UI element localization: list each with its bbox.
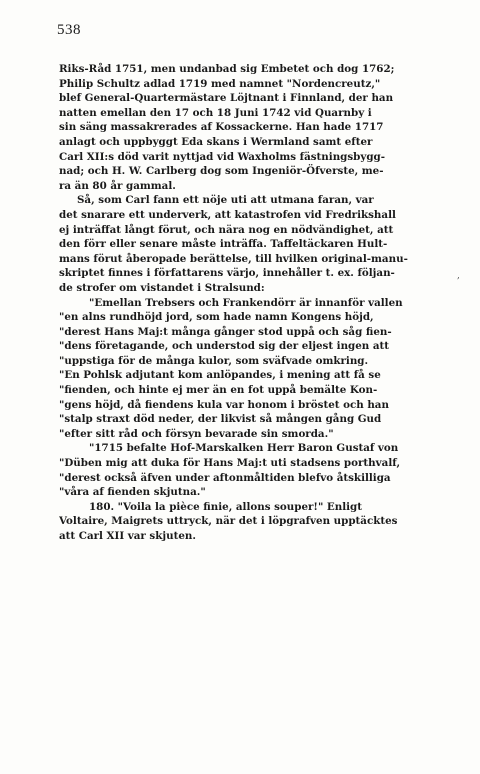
text-line: skriptet finnes i författarens värjo, innehåller t. ex. följan- [59,267,395,280]
quote-line: "uppstiga för de många kulor, som sväfvade omkring. [59,354,369,367]
text-line: de strofer om vistandet i Stralsund: [59,281,265,294]
text-line: Philip Schultz adlad 1719 med namnet "Nordencreutz," [59,77,381,90]
text-line: sin säng massakrerades af Kossackerne. Han hade 1717 [59,121,384,134]
quote-line: "gens höjd, då fiendens kula var honom i bröstet och han [59,398,389,411]
quote-line: "stalp straxt död neder, der likvist så mången gång Gud [59,413,382,426]
text-line: ra än 80 år gammal. [59,179,176,192]
quote-line: "En Pohlsk adjutant kom anlöpandes, i mening att få se [59,369,381,382]
quote-line: "våra af fienden skjutna." [59,486,206,499]
quote-line: "Emellan Trebsers och Frankendörr är innanför vallen [89,296,403,309]
text-line: den förr eller senare måste inträffa. Taffeltäckaren Hult- [59,238,388,251]
text-line: Riks-Råd 1751, men undanbad sig Embetet och dog 1762; [59,63,395,75]
quote-line: "derest Hans Maj:t många gånger stod uppå och såg fien- [59,325,392,338]
quote-line: "1715 befalte Hof-Marskalken Herr Baron Gustaf von [89,442,399,455]
text-line: nad; och H. W. Carlberg dog som Ingeniör-Öfverste, me- [59,165,384,178]
footnote-line: att Carl XII var skjuten. [59,530,196,542]
text-block [59,62,431,544]
text-line: blef General-Quartermästare Löjtnant i Finnland, der han [59,92,394,105]
text-line: mans förut åberopade berättelse, till hvilken original-manu- [59,252,408,265]
quote-line: "dens företagande, och understod sig der eljest ingen att [59,340,390,353]
quote-line: "Düben mig att duka för Hans Maj:t uti stadsens porthvalf, [59,457,401,470]
margin-mark: , [457,271,460,281]
footnote-line: 180. "Voila la pièce finie, allons souper!" Enligt [89,500,363,513]
quote-line: "efter sitt råd och försyn bevarade sin smorda." [59,427,334,440]
quote-line: "en alns rundhöjd jord, som hade namn Kongens höjd, [59,311,374,324]
text-line: anlagt och uppbyggt Eda skans i Wermland samt efter [59,135,373,148]
footnote-line: Voltaire, Maigrets uttryck, när det i löpgrafven upptäcktes [59,515,398,528]
text-line: Carl XII:s död varit nyttjad vid Waxholms fästningsbygg- [59,150,386,163]
text-line: Så, som Carl fann ett nöje uti att utmana faran, var [77,194,374,207]
quote-line: "derest också äfven under aftonmåltiden blefvo åtskilliga [59,471,391,484]
quote-line: "fienden, och hinte ej mer än en fot uppå bemälte Kon- [59,384,378,397]
text-line: ej inträffat långt förut, och nära nog en nödvändighet, att [59,223,394,236]
text-line: natten emellan den 17 och 18 Juni 1742 vid Quarnby i [59,106,372,119]
page-number: 538 [57,22,81,38]
text-line: det snarare ett underverk, att katastrofen vid Fredrikshall [59,208,396,221]
